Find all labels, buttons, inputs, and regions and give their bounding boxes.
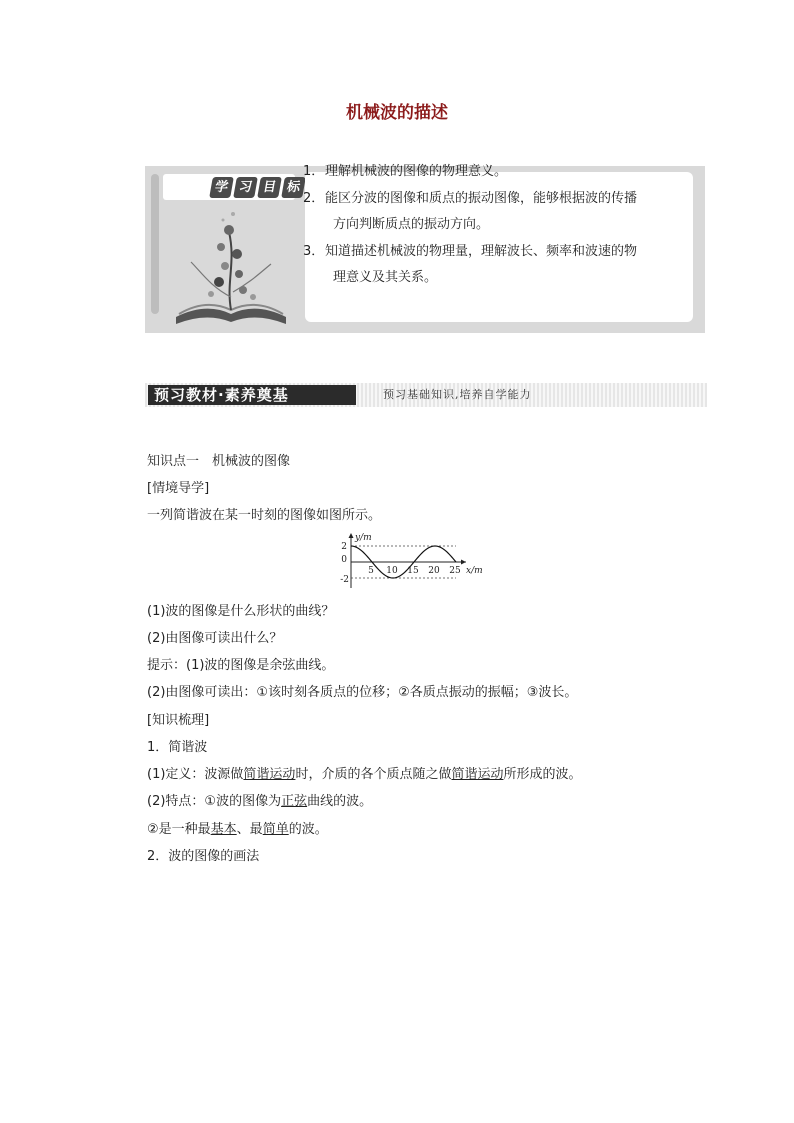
x-axis-label: x/m — [466, 566, 483, 576]
objectives-badge — [211, 177, 304, 198]
badge-char: 标 — [281, 177, 306, 198]
section-banner — [145, 383, 707, 407]
x-tick-label: 15 — [407, 566, 419, 576]
fill-blank: 简单 — [262, 822, 289, 837]
y-axis-label: y/m — [355, 533, 372, 543]
decorative-rail — [151, 174, 159, 314]
badge-char: 目 — [257, 177, 282, 198]
y-tick-label: -2 — [340, 575, 349, 585]
y-tick-label: 2 — [341, 542, 347, 552]
fill-blank: 正弦 — [281, 794, 308, 809]
feature-line: (2)特点：①波的图像为正弦曲线的波。 — [147, 794, 373, 809]
x-tick-label: 20 — [428, 566, 440, 576]
fill-blank: 简谐运动 — [243, 767, 296, 782]
y-axis-arrow — [349, 533, 354, 538]
paragraph: 一列简谐波在某一时刻的图像如图所示。 — [147, 508, 382, 523]
question: (2)由图像可读出什么？ — [147, 631, 283, 646]
fill-blank: 简谐运动 — [451, 767, 504, 782]
badge-char: 习 — [233, 177, 258, 198]
learning-objectives-panel — [145, 166, 705, 333]
hint: 提示：(1)波的图像是余弦曲线。 — [147, 658, 335, 673]
section-label: [知识梳理] — [147, 713, 210, 728]
question: (1)波的图像是什么形状的曲线？ — [147, 604, 335, 619]
objectives-list — [303, 159, 703, 292]
subheading: 2．波的图像的画法 — [147, 849, 260, 864]
subheading: 1．简谐波 — [147, 740, 208, 755]
x-axis-arrow — [461, 560, 466, 565]
banner-title: 预习教材·素养奠基 — [148, 385, 356, 405]
objective-item: 2．能区分波的图像和质点的振动图像，能够根据波的传播 方向判断质点的振动方向。 — [303, 190, 638, 232]
x-tick-label: 10 — [386, 566, 398, 576]
objective-item: 3．知道描述机械波的物理量，理解波长、频率和波速的物 理意义及其关系。 — [303, 243, 638, 285]
book-flower-illustration — [171, 202, 291, 327]
fill-blank: 基本 — [210, 822, 237, 837]
hint: (2)由图像可读出：①该时刻各质点的位移；②各质点振动的振幅；③波长。 — [147, 685, 578, 700]
definition-line: (1)定义：波源做简谐运动时，介质的各个质点随之做简谐运动所形成的波。 — [147, 767, 582, 782]
objectives-tab — [163, 174, 302, 200]
wave-chart — [335, 531, 495, 593]
objective-item: 1．理解机械波的图像的物理意义。 — [303, 164, 508, 179]
knowledge-point-heading: 知识点一 机械波的图像 — [147, 454, 291, 469]
section-label: [情境导学] — [147, 481, 210, 496]
x-tick-label: 5 — [368, 566, 374, 576]
x-tick-label: 25 — [449, 566, 461, 576]
y-tick-label: 0 — [341, 555, 347, 565]
feature-line: ②是一种最基本、最简单的波。 — [147, 822, 328, 837]
badge-char: 学 — [209, 177, 234, 198]
banner-subtitle: 预习基础知识,培养自学能力 — [383, 388, 532, 401]
page-title: 机械波的描述 — [346, 103, 448, 123]
